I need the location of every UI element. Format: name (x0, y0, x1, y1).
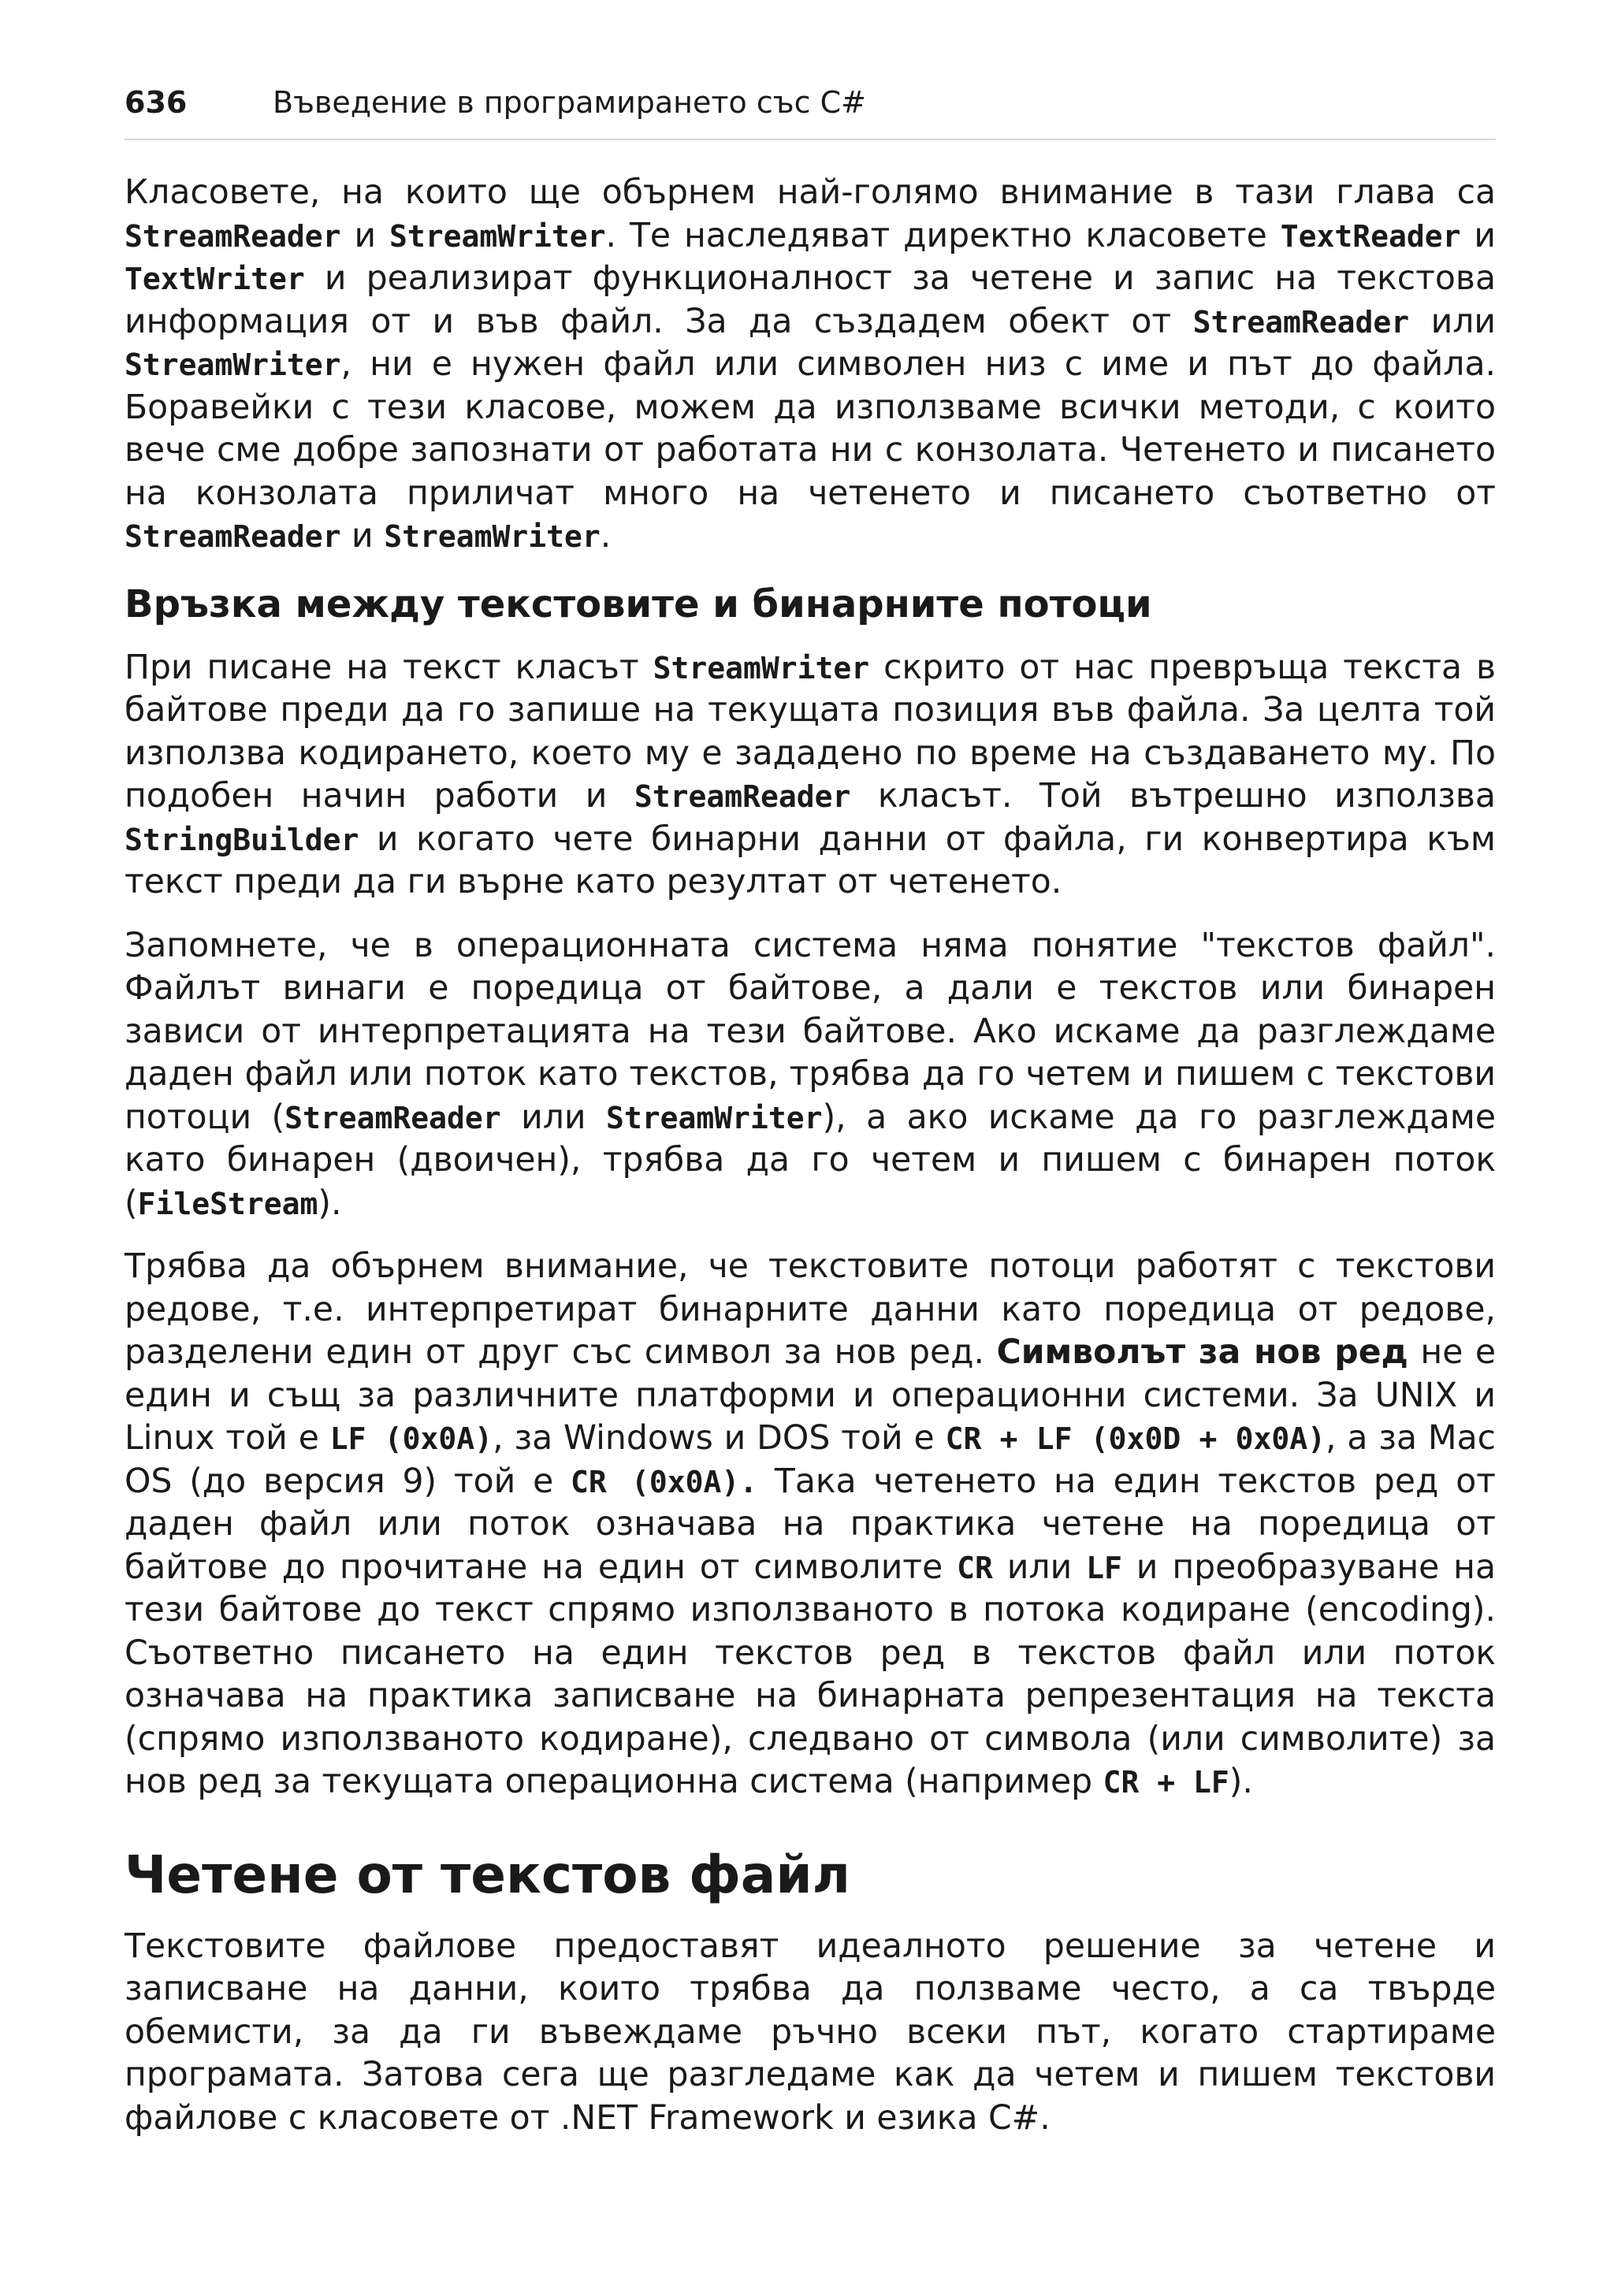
text-run: ). (318, 1183, 342, 1223)
bold-term-newline: Символът за нов ред (996, 1333, 1408, 1372)
text-run: Трябва да обърнем внимание, че текстовите потоци работят с текстови редове, т.е. интерпретират бинарните данни като поредица от редове, разделени един от друг със символ за нов ред. (125, 1247, 1496, 1372)
text-run: или (992, 1547, 1087, 1587)
text-run: , за Windows и DOS той е (493, 1419, 946, 1458)
text-run: класът. Той вътрешно използва (850, 777, 1496, 815)
code-streamwriter: StreamWriter (384, 519, 601, 554)
code-cr: CR (0x0A). (571, 1464, 758, 1499)
page-body (125, 172, 1496, 2160)
code-lf: LF (0x0A) (329, 1421, 493, 1456)
subsection-heading: Връзка между текстовите и бинарните потоци (125, 581, 1152, 626)
text-run: Класовете, на които ще обърнем най-голямо внимание в тази глава са (125, 173, 1496, 212)
code-cr-short: CR (957, 1550, 993, 1585)
code-streamreader: StreamReader (1192, 304, 1410, 340)
paragraph-intro-reading (125, 1926, 1496, 2141)
text-run: Така четенето на един текстов ред от даден файл или поток означава на практика четене на поредица от байтове до прочитане на един от символите (125, 1462, 1496, 1587)
code-filestream: FileStream (137, 1186, 318, 1221)
text-run: ). (1229, 1763, 1253, 1801)
code-cr-lf: CR + LF (1103, 1765, 1229, 1800)
paragraph-text-vs-binary (125, 925, 1496, 1226)
paragraph-newline (125, 1246, 1496, 1804)
text-run: и (1460, 216, 1496, 255)
text-run: и когато чете бинарни данни от файла, ги конвертира към текст преди да ги върне като резултат от четенето. (125, 819, 1496, 901)
text-run: , а за Mac OS (до версия 9) той е (125, 1419, 1497, 1501)
book-title: Въведение в програмирането със C# (273, 85, 866, 120)
text-run: и преобразуване на тези байтове до текст спрямо използваното в потока кодиране (encoding). Съответно писането на един текстов ред в текстов файл или поток означава на практика записване на бинарната репрезентация на текста (спрямо използваното кодиране), следвано от символа (или символите) за нов ред за текущата операционна система (например (125, 1547, 1496, 1801)
text-run: ), а ако искаме да го разглеждаме като бинарен (двоичен), трябва да го четем и пишем с бинарен поток ( (125, 1098, 1496, 1223)
text-run: Запомнете, че в операционната система няма понятие "текстов файл". Файлът винаги е поредица от байтове, а дали е текстов или бинарен зависи от интерпретацията на тези байтове. Ако искаме да разглеждаме даден файл или поток като текстов, трябва да го четем и пишем с текстови потоци ( (125, 926, 1496, 1137)
text-run: не е един и същ за различните платформи и операционни системи. За UNIX и Linux той е (125, 1333, 1497, 1458)
code-crlf: CR + LF (0x0D + 0x0A) (945, 1421, 1326, 1456)
text-run: и (340, 517, 385, 555)
text-run: При писане на текст класът (125, 648, 653, 687)
paragraph-encoding (125, 647, 1496, 905)
page-number: 636 (125, 85, 188, 120)
code-streamreader: StreamReader (634, 779, 851, 814)
code-streamreader: StreamReader (125, 519, 341, 554)
text-run: и реализират функционалност за четене и запис на текстова информация от и във файл. За да създадем обект от (125, 259, 1496, 341)
code-textwriter: TextWriter (125, 262, 305, 296)
paragraph-stream-classes (125, 172, 1496, 559)
code-lf-short: LF (1086, 1550, 1122, 1585)
code-streamwriter: StreamWriter (125, 347, 341, 382)
code-textreader: TextReader (1280, 218, 1461, 254)
code-streamwriter: StreamWriter (606, 1100, 823, 1135)
text-run: . (600, 517, 612, 555)
code-streamreader: StreamReader (125, 218, 341, 254)
text-run: Текстовите файлове предоставят идеалното решение за четене и записване на данни, които трябва да ползваме често, а са твърде обемисти, за да ги въвеждаме ръчно всеки път, когато стартираме програмата. Затова сега ще разгледаме как да четем и пишем текстови файлове с класовете от .NET Framework и езика C#. (125, 1926, 1496, 2138)
text-run: , ни е нужен файл или символен низ с име и път до файла. Боравейки с тези класове, можем да използваме всички методи, с които вече сме добре запознати от работата ни с конзолата. Четенето и писането на конзолата приличат много на четенето и писането съответно от (125, 345, 1496, 513)
code-streamwriter: StreamWriter (653, 650, 870, 685)
text-run: или (1409, 302, 1496, 341)
running-header (125, 82, 1496, 140)
code-streamreader: StreamReader (284, 1100, 501, 1135)
text-run: и (340, 216, 389, 255)
section-heading: Четене от текстов файл (125, 1844, 850, 1905)
code-streamwriter: StreamWriter (389, 218, 606, 254)
text-run: скрито от нас превръща текста в байтове преди да го запише на текущата позиция във файла. За целта той използва кодирането, което му е зададено по време на създаването му. По подобен начин работи и (125, 648, 1496, 815)
code-stringbuilder: StringBuilder (125, 822, 359, 857)
text-run: или (500, 1098, 607, 1137)
text-run: . Те наследяват директно класовете (605, 216, 1281, 255)
